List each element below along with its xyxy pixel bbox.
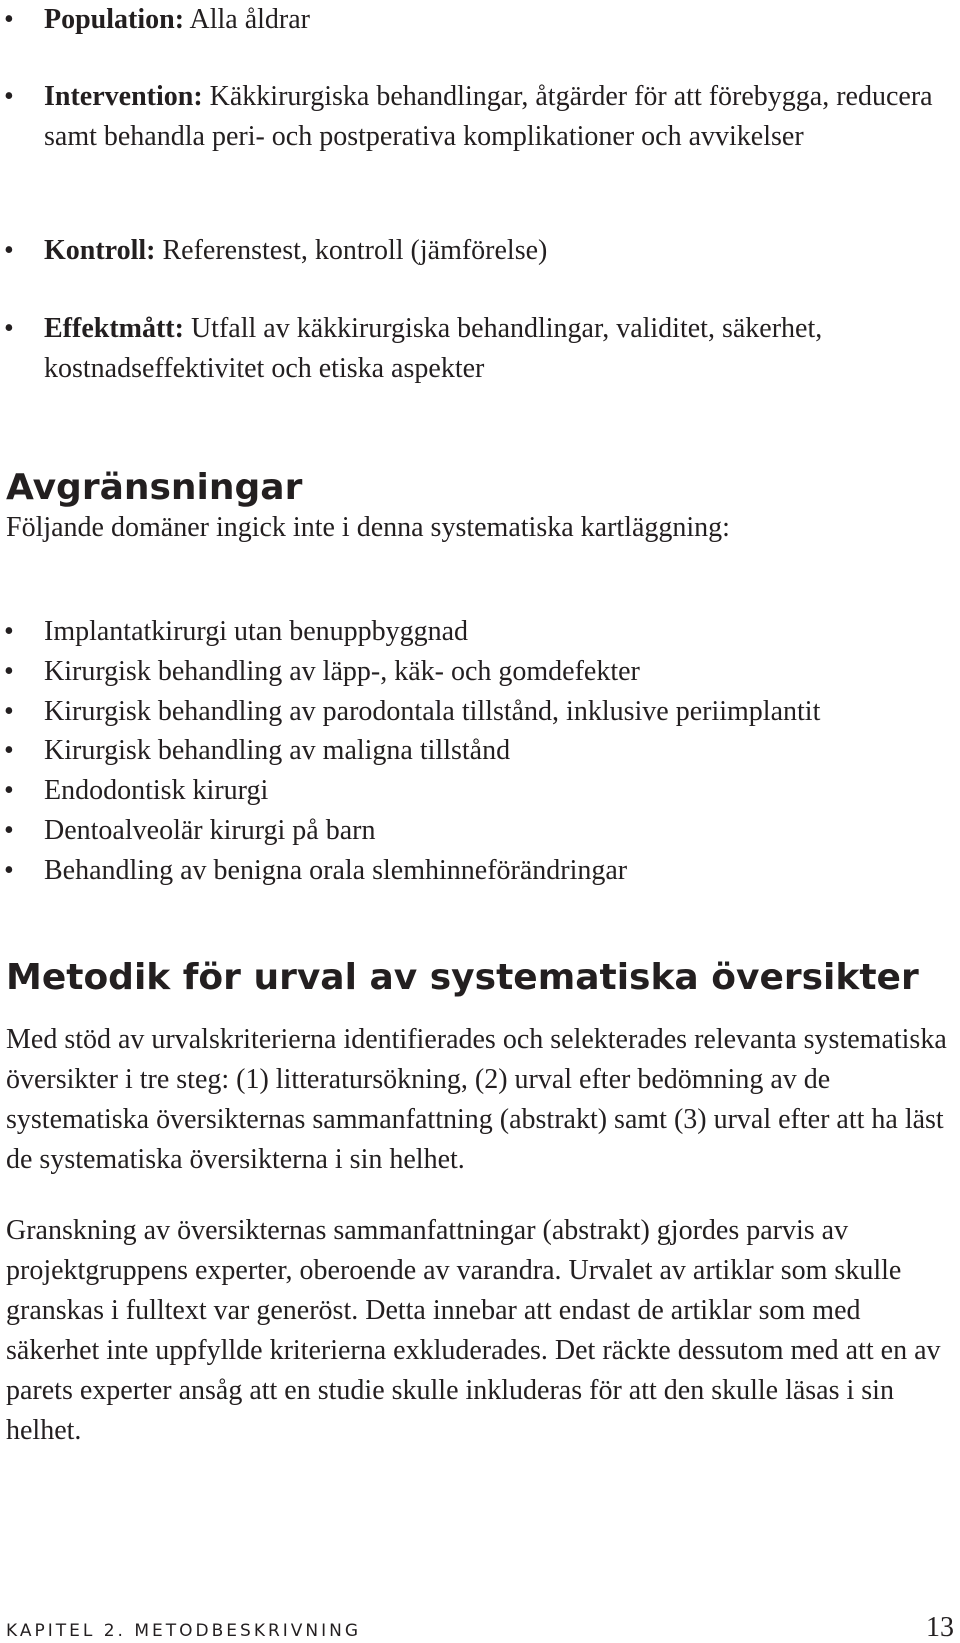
pico-text: Utfall av käkkirurgiska behandlingar, validitet, säkerhet, kostnadseffektivitet och etiska aspekter xyxy=(44,313,823,384)
pico-item-kontroll xyxy=(0,231,950,271)
bullet-icon: • xyxy=(4,313,14,344)
pico-label: Population: xyxy=(44,4,185,35)
pico-text: Referenstest, kontroll (jämförelse) xyxy=(162,235,548,266)
pico-label: Effektmått: xyxy=(44,313,184,344)
list-item xyxy=(0,731,960,771)
pico-item-population xyxy=(0,0,950,40)
pico-text: Käkkirurgiska behandlingar, åtgärder för att förebygga, reducera samt behandla peri- och postperativa komplikationer och avvikelser xyxy=(44,81,933,152)
list-item xyxy=(0,771,960,811)
excluded-domains-list xyxy=(0,612,960,891)
list-item-text: Kirurgisk behandling av maligna tillstånd xyxy=(44,735,511,767)
section-intro: Följande domäner ingick inte i denna systematiska kartläggning: xyxy=(6,512,730,543)
list-item-text: Endodontisk kirurgi xyxy=(44,775,269,807)
list-item-text: Behandling av benigna orala slemhinneförändringar xyxy=(44,854,628,886)
bullet-icon: • xyxy=(4,695,14,727)
pico-label: Kontroll: xyxy=(44,235,156,266)
section-heading-metodik: Metodik för urval av systematiska översikter xyxy=(6,957,919,998)
bullet-icon: • xyxy=(4,4,14,35)
bullet-icon: • xyxy=(4,235,14,266)
list-item xyxy=(0,612,960,652)
bullet-icon: • xyxy=(4,854,14,886)
list-item-text: Kirurgisk behandling av parodontala tillstånd, inklusive periimplantit xyxy=(44,695,821,727)
list-item xyxy=(0,851,960,891)
bullet-icon: • xyxy=(4,735,14,767)
page-number: 13 xyxy=(926,1612,954,1643)
paragraph-1: Med stöd av urvalskriterierna identifierades och selekterades relevanta systematiska översikter i tre steg: (1) litteratursökning, (2) urval efter bedömning av de systematiska översikternas sammanfattning (abstrakt) samt (3) urval efter att ha läst de systematiska översikterna i sin helhet. xyxy=(6,1024,947,1175)
bullet-icon: • xyxy=(4,616,14,647)
list-item xyxy=(0,811,960,851)
list-item-text: Dentoalveolär kirurgi på barn xyxy=(44,814,376,846)
list-item-text: Implantatkirurgi utan benuppbyggnad xyxy=(44,616,469,647)
pico-item-intervention xyxy=(0,77,950,157)
list-item xyxy=(0,652,960,692)
paragraph-2: Granskning av översikternas sammanfattningar (abstrakt) gjordes parvis av projektgruppens experter, oberoende av varandra. Urvalet av artiklar som skulle granskas i fulltext var generöst. Detta innebar att endast de artiklar som med säkerhet inte uppfyllde kriterierna exkluderades. Det räckte dessutom med att en av parets experter ansåg att en studie skulle inkluderas för att den skulle läsas i sin helhet. xyxy=(6,1215,941,1446)
bullet-icon: • xyxy=(4,775,14,807)
bullet-icon: • xyxy=(4,81,14,112)
pico-label: Intervention: xyxy=(44,81,203,112)
list-item xyxy=(0,692,960,732)
footer-chapter: KAPITEL 2. METODBESKRIVNING xyxy=(6,1621,362,1641)
list-item-text: Kirurgisk behandling av läpp-, käk- och gomdefekter xyxy=(44,655,640,687)
section-heading-avgransningar: Avgränsningar xyxy=(6,467,303,508)
pico-item-effektmatt xyxy=(0,309,950,389)
bullet-icon: • xyxy=(4,814,14,846)
pico-text: Alla åldrar xyxy=(189,4,310,35)
bullet-icon: • xyxy=(4,655,14,687)
